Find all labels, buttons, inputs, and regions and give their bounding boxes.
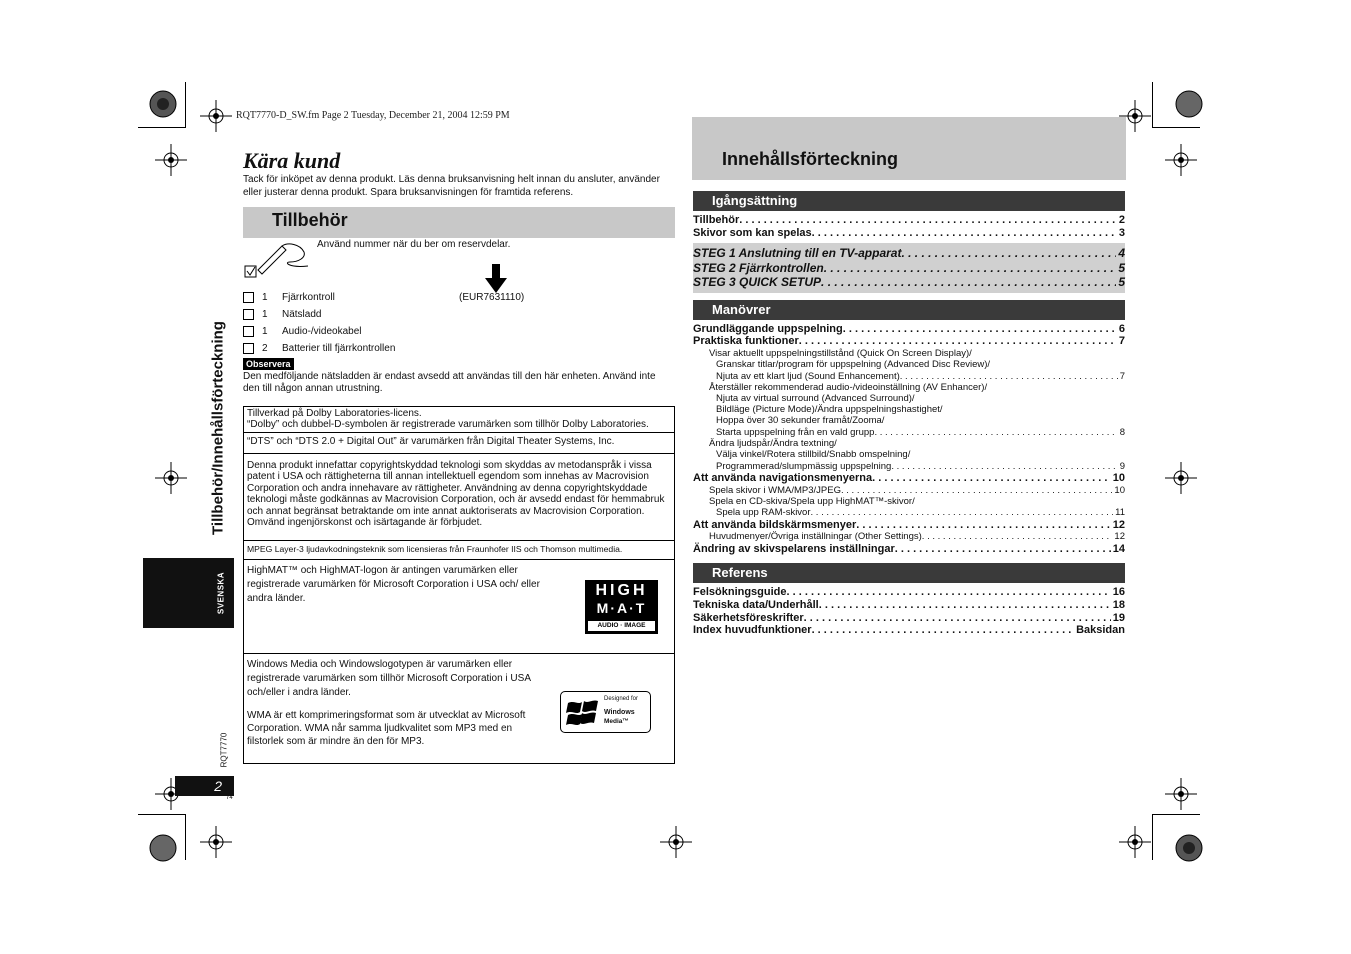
toc-entry-page: 5 bbox=[1118, 261, 1125, 275]
registration-rosette-icon bbox=[1174, 89, 1204, 119]
list-item bbox=[243, 325, 673, 342]
toc-entry[interactable] bbox=[693, 543, 1125, 556]
windows-media-logo bbox=[560, 691, 651, 733]
toc-entry[interactable] bbox=[693, 612, 1125, 625]
highmat-logo-bottom: M·A·T bbox=[596, 600, 647, 616]
checkbox[interactable] bbox=[243, 326, 254, 337]
toc-entry[interactable] bbox=[693, 247, 1125, 260]
accessories-note: Använd nummer när du ber om reservdelar. bbox=[317, 239, 511, 250]
divider bbox=[244, 559, 674, 560]
page-number: 2 bbox=[214, 778, 222, 794]
crosshair-icon bbox=[1165, 462, 1197, 494]
toc-entry-title: Att använda navigationsmenyerna bbox=[693, 472, 873, 484]
section-title: Tillbehör bbox=[272, 210, 348, 230]
highmat-logo bbox=[585, 580, 658, 634]
toc-entry-page: 4 bbox=[1118, 246, 1125, 260]
toc-entry-page: 14 bbox=[1112, 543, 1125, 555]
toc-entry-title: Programmerad/slumpmässig uppspelning bbox=[716, 461, 892, 472]
toc-entry[interactable] bbox=[693, 599, 1125, 612]
toc-entry-title: Att använda bildskärmsmenyer bbox=[693, 519, 857, 531]
toc-entry-page: 7 bbox=[1118, 335, 1125, 347]
toc-entry-page: 7 bbox=[1119, 371, 1125, 382]
toc-entry-title: Praktiska funktioner bbox=[693, 335, 799, 347]
checkbox[interactable] bbox=[243, 292, 254, 303]
dolby-license: Tillverkad på Dolby Laboratories-licens. “Dolby” och dubbel-D-symbolen är registrerade varumärken som tillhör Dolby Laboratories. bbox=[247, 408, 649, 431]
toc-entry[interactable] bbox=[693, 323, 1125, 336]
section-bar-label: Igångsättning bbox=[712, 193, 798, 208]
toc-subentry[interactable] bbox=[716, 461, 1125, 472]
toc-entry-title: Grundläggande uppspelning bbox=[693, 323, 843, 335]
section-bar-label: Manövrer bbox=[712, 302, 771, 317]
toc-subentry: Visar aktuellt uppspelningstillstånd (Quick On Screen Display)/ bbox=[709, 348, 972, 359]
toc-subentry: Spela en CD-skiva/Spela upp HighMAT™-skivor/ bbox=[709, 496, 915, 507]
crosshair-icon bbox=[1165, 778, 1197, 810]
toc-entry-page: 12 bbox=[1114, 531, 1125, 542]
side-title: Tillbehör/Innehållsförteckning bbox=[209, 321, 227, 535]
toc-entry-title: Tekniska data/Underhåll bbox=[693, 599, 819, 611]
observera-text: Den medföljande nätsladden är endast avsedd att användas till den här enheten. Använd inte den till någon annan utrustning. bbox=[243, 371, 656, 394]
dts-license: “DTS” och “DTS 2.0 + Digital Out” är varumärken från Digital Theater Systems, Inc. bbox=[247, 436, 615, 447]
toc-entry-title: Säkerhetsföreskrifter bbox=[693, 612, 804, 624]
toc-subentry[interactable] bbox=[716, 427, 1125, 438]
observera-badge: Observera bbox=[243, 358, 294, 370]
mpeg-license: MPEG Layer-3 ljudavkodningsteknik som licensieras från Fraunhofer IIS och Thomson multimedia. bbox=[247, 544, 623, 554]
divider bbox=[244, 540, 674, 541]
windows-flag-icon bbox=[566, 699, 600, 727]
wm-logo-line1: Windows bbox=[604, 709, 635, 716]
toc-entry-page: 9 bbox=[1119, 461, 1125, 472]
divider bbox=[244, 432, 674, 433]
toc-entry-title: Tillbehör bbox=[693, 214, 740, 226]
toc-subentry: Njuta av virtual surround (Advanced Surround)/ bbox=[716, 393, 915, 404]
toc-subentry: Välja vinkel/Rotera stillbild/Snabb omspelning/ bbox=[716, 449, 911, 460]
accessory-name: Nätsladd bbox=[282, 309, 322, 320]
wm-logo-line2: Media™ bbox=[604, 718, 629, 725]
toc-entry-page: 19 bbox=[1112, 612, 1125, 624]
toc-entry-title: Spela skivor i WMA/MP3/JPEG bbox=[709, 485, 841, 496]
list-item bbox=[243, 308, 673, 325]
crosshair-icon bbox=[660, 826, 692, 858]
macrovision-license: Denna produkt innefattar copyrightskyddad teknologi som skyddas av metodanspråk i vissa patent i USA och rättigheterna till annan intellektuell egendom som innehas av Macrovision Corporation och andra innehavare av rättigheter. Användning av denna copyrightskyddade teknologi måste godkännas av Macrovision Corporation, och är avsedd endast för hemmabruk och annat begränsat betraktande om inte annat auktoriserats av Macrovision Corporation. Omvänd ingenjörskonst och isärtagande är förbjudet. bbox=[247, 460, 665, 529]
toc-entry[interactable] bbox=[693, 335, 1125, 348]
toc-entry-title: STEG 1 Anslutning till en TV-apparat bbox=[693, 246, 902, 260]
doc-code: RQT7770 bbox=[219, 732, 229, 768]
accessory-name: Fjärrkontroll bbox=[282, 292, 335, 303]
language-label: SVENSKA bbox=[216, 571, 226, 615]
registration-rosette-icon bbox=[1174, 833, 1204, 863]
toc-entry-page: 16 bbox=[1112, 586, 1125, 598]
toc-entry-page: 11 bbox=[1115, 507, 1125, 518]
toc-entry[interactable] bbox=[693, 214, 1125, 227]
crosshair-icon bbox=[200, 100, 232, 132]
toc-entry-title: STEG 3 QUICK SETUP bbox=[693, 275, 822, 289]
toc-subentry: Ändra ljudspår/Ändra textning/ bbox=[709, 438, 837, 449]
section-header-tillbehor bbox=[243, 207, 675, 238]
accessory-qty: 1 bbox=[262, 326, 268, 337]
accessory-name: Audio-/videokabel bbox=[282, 326, 362, 337]
toc-header-band bbox=[692, 117, 1126, 180]
toc-subentry: Bildläge (Picture Mode)/Ändra uppspelningshastighet/ bbox=[716, 404, 943, 415]
toc-entry-title: Index huvudfunktioner bbox=[693, 624, 812, 636]
crosshair-icon bbox=[155, 462, 187, 494]
toc-entry-title: Felsökningsguide bbox=[693, 586, 787, 598]
accessory-qty: 1 bbox=[262, 309, 268, 320]
checkbox[interactable] bbox=[243, 309, 254, 320]
toc-entry-page: 5 bbox=[1118, 275, 1125, 289]
list-item bbox=[243, 291, 673, 308]
crosshair-icon bbox=[155, 144, 187, 176]
toc-subentry[interactable] bbox=[709, 485, 1125, 496]
crosshair-icon bbox=[200, 826, 232, 858]
toc-entry[interactable] bbox=[693, 472, 1125, 485]
toc-title: Innehållsförteckning bbox=[722, 149, 899, 169]
toc-entry[interactable] bbox=[693, 586, 1125, 599]
toc-entry-title: STEG 2 Fjärrkontrollen bbox=[693, 261, 824, 275]
toc-entry[interactable] bbox=[693, 227, 1125, 240]
file-header-line: RQT7770-D_SW.fm Page 2 Tuesday, December 21, 2004 12:59 PM bbox=[236, 110, 510, 121]
toc-subentry: Återställer rekommenderad audio-/videoinställning (AV Enhancer)/ bbox=[709, 382, 988, 393]
toc-entry-title: Huvudmenyer/Övriga inställningar (Other Settings) bbox=[709, 531, 922, 542]
toc-entry-page: 10 bbox=[1114, 485, 1125, 496]
toc-entry-title: Spela upp RAM-skivor bbox=[716, 507, 811, 518]
pen-checklist-icon bbox=[244, 240, 312, 280]
intro-text: Tack för inköpet av denna produkt. Läs denna bruksanvisning helt innan du ansluter, använder eller justerar denna produkt. Spara bruksanvisningen för framtida referens. bbox=[243, 174, 660, 198]
toc-subentry[interactable] bbox=[716, 371, 1125, 382]
language-tab bbox=[143, 558, 234, 628]
toc-entry[interactable] bbox=[693, 519, 1125, 532]
section-bar-manovrer bbox=[693, 300, 1125, 320]
page-title: Kära kund bbox=[243, 148, 341, 173]
toc-entry-page: 6 bbox=[1118, 323, 1125, 335]
toc-subentry: Granskar titlar/program för uppspelning (Advanced Disc Review)/ bbox=[716, 359, 991, 370]
section-bar-referens bbox=[693, 563, 1125, 583]
crosshair-icon bbox=[1119, 826, 1151, 858]
accessory-qty: 1 bbox=[262, 292, 268, 303]
highmat-logo-top: HIGH bbox=[595, 582, 648, 599]
section-bar-igangsattning bbox=[693, 191, 1125, 211]
wma-license: WMA är ett komprimeringsformat som är utvecklat av Microsoft Corporation. WMA når samma ljudkvalitet som MP3 med en filstorlek som är mindre än den för MP3. bbox=[247, 710, 526, 747]
divider bbox=[244, 653, 674, 654]
page-number-badge bbox=[175, 776, 234, 796]
windows-media-license: Windows Media och Windowslogotypen är varumärken eller registrerade varumärken som tillhör Microsoft Corporation i USA och/eller i andra länder. bbox=[247, 659, 531, 698]
toc-entry[interactable] bbox=[693, 624, 1125, 637]
toc-entry-title: Starta uppspelning från en vald grupp bbox=[716, 427, 875, 438]
section-bar-label: Referens bbox=[712, 565, 768, 580]
toc-entry-page: 12 bbox=[1112, 519, 1125, 531]
toc-entry-page: 18 bbox=[1112, 599, 1125, 611]
accessory-name: Batterier till fjärrkontrollen bbox=[282, 343, 396, 354]
accessories-list bbox=[243, 291, 673, 359]
accessory-code: (EUR7631110) bbox=[459, 292, 525, 303]
registration-rosette-icon bbox=[148, 833, 178, 863]
toc-entry[interactable] bbox=[693, 276, 1125, 289]
page-sub-number: 74 bbox=[226, 795, 233, 801]
wm-logo-designed-for: Designed for bbox=[604, 696, 639, 702]
highmat-license: HighMAT™ och HighMAT-logon är antingen varumärken eller registrerade varumärken för Microsoft Corporation i USA och/ eller andra länder. bbox=[247, 565, 540, 604]
toc-entry-title: Njuta av ett klart ljud (Sound Enhancement) bbox=[716, 371, 900, 382]
arrow-down-icon bbox=[485, 264, 507, 294]
crosshair-icon bbox=[1165, 144, 1197, 176]
toc-subentry[interactable] bbox=[716, 507, 1125, 518]
license-box bbox=[243, 406, 675, 764]
toc-subentry[interactable] bbox=[709, 531, 1125, 542]
accessory-qty: 2 bbox=[262, 343, 268, 354]
divider bbox=[244, 453, 674, 454]
registration-rosette-icon bbox=[148, 89, 178, 119]
toc-entry-page: 3 bbox=[1118, 227, 1125, 239]
toc-entry[interactable] bbox=[693, 262, 1125, 275]
toc-entry-page: 2 bbox=[1118, 214, 1125, 226]
toc-entry-title: Ändring av skivspelarens inställningar bbox=[693, 543, 895, 555]
checkbox[interactable] bbox=[243, 343, 254, 354]
toc-entry-page: 10 bbox=[1112, 472, 1125, 484]
toc-entry-page: 8 bbox=[1119, 427, 1125, 438]
highmat-logo-tag: AUDIO · IMAGE bbox=[588, 621, 655, 631]
list-item bbox=[243, 342, 673, 359]
toc-entry-page: Baksidan bbox=[1076, 624, 1125, 636]
toc-subentry: Hoppa över 30 sekunder framåt/Zooma/ bbox=[716, 415, 885, 426]
toc-entry-title: Skivor som kan spelas bbox=[693, 227, 812, 239]
